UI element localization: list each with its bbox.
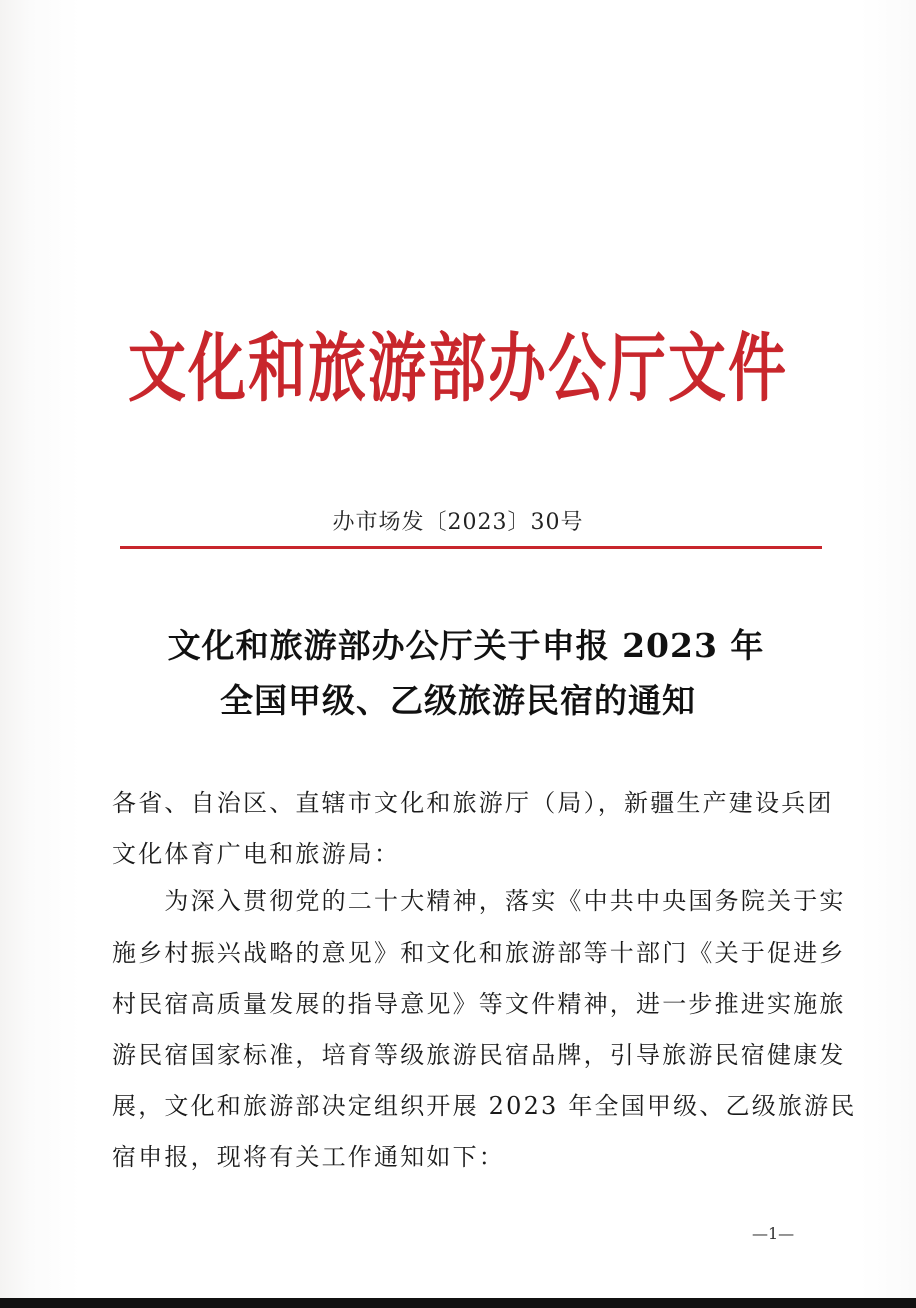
document-header-title: 文化和旅游部办公厅文件 bbox=[127, 324, 788, 412]
body-line: 文化体育广电和旅游局： bbox=[112, 840, 401, 868]
body-line: 各省、自治区、直辖市文化和旅游厅（局），新疆生产建设兵团 bbox=[112, 789, 834, 817]
body-line: 宿申报，现将有关工作通知如下： bbox=[112, 1143, 505, 1171]
notice-title-line-1: 文化和旅游部办公厅关于申报 2023 年 bbox=[167, 626, 765, 665]
scan-bottom-edge bbox=[0, 1298, 916, 1308]
document-number: 办市场发〔2023〕30号 bbox=[332, 510, 584, 535]
body-line: 村民宿高质量发展的指导意见》等文件精神，进一步推进实施旅 bbox=[112, 990, 846, 1018]
body-line: 施乡村振兴战略的意见》和文化和旅游部等十部门《关于促进乡 bbox=[112, 939, 846, 967]
body-line: 展，文化和旅游部决定组织开展 2023 年全国甲级、乙级旅游民 bbox=[112, 1092, 857, 1120]
red-divider-line bbox=[120, 546, 822, 549]
body-line: 游民宿国家标准，培育等级旅游民宿品牌，引导旅游民宿健康发 bbox=[112, 1041, 846, 1069]
notice-title-line-2: 全国甲级、乙级旅游民宿的通知 bbox=[220, 681, 696, 720]
page-number: —1— bbox=[752, 1224, 795, 1243]
body-line: 为深入贯彻党的二十大精神，落实《中共中央国务院关于实 bbox=[112, 887, 846, 915]
